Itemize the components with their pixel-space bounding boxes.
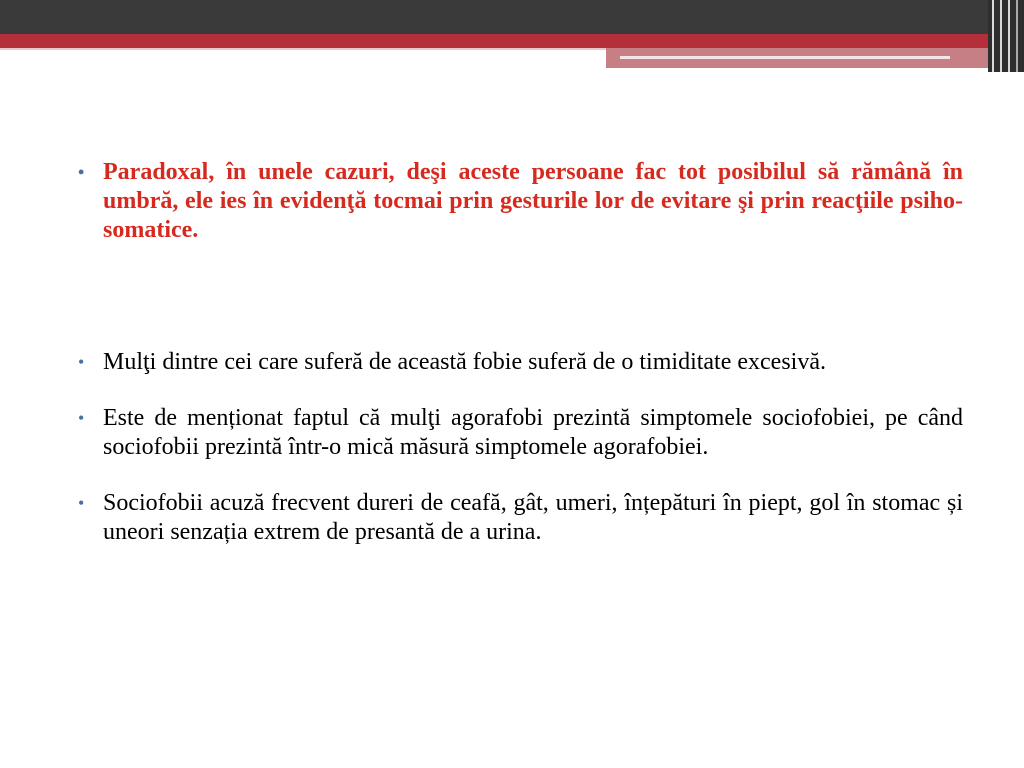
slide-content xyxy=(78,158,963,574)
bullet-icon: • xyxy=(78,493,85,513)
bullet-list xyxy=(78,158,963,547)
bullet-text: Paradoxal, în unele cazuri, deşi aceste persoane fac tot posibilul să rămână în umbră, ele ies în evidenţă tocmai prin gesturile lor de evitare şi prin reacţiile psiho-somatice. xyxy=(103,159,963,243)
header-white-stripe xyxy=(620,56,950,59)
bullet-icon: • xyxy=(78,162,85,182)
header-pale-line xyxy=(0,48,606,50)
bullet-text: Este de menționat faptul că mulţi agorafobi prezintă simptomele sociofobiei, pe când sociofobii prezintă într-o mică măsură simptomele agorafobiei. xyxy=(103,405,963,460)
bullet-text: Sociofobii acuză frecvent dureri de ceafă, gât, umeri, înțepături în piept, gol în stomac și uneori senzația extrem de presantă de a urina. xyxy=(103,490,963,545)
bullet-icon: • xyxy=(78,352,85,372)
bullet-item-highlight xyxy=(78,158,963,245)
bullet-text: Mulţi dintre cei care suferă de această fobie suferă de o timiditate excesivă. xyxy=(103,349,826,375)
header-vertical-lines xyxy=(988,0,1024,72)
header-red-band xyxy=(0,34,1024,48)
bullet-item xyxy=(78,489,963,547)
header-dark-bar xyxy=(0,0,1024,34)
bullet-icon: • xyxy=(78,408,85,428)
bullet-item xyxy=(78,348,963,377)
bullet-item xyxy=(78,404,963,462)
